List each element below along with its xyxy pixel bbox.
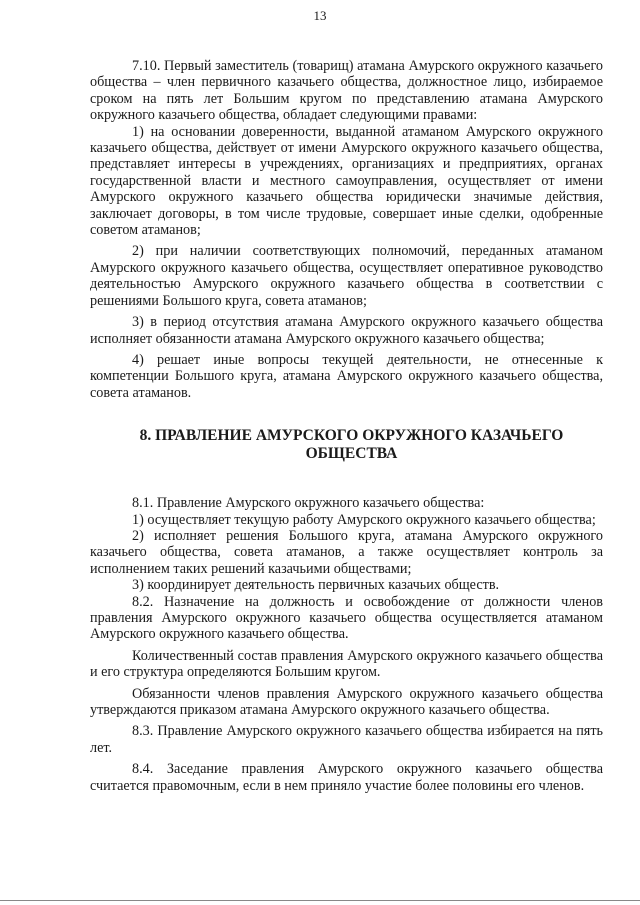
- paragraph-7-10: 7.10. Первый заместитель (товарищ) атамана Амурского окружного казачьего общества – член первичного казачьего общества, должностное лицо, избираемое сроком на пять лет Большим кругом по представлению атамана Амурского окружного казачьего общества, обладает следующими правами:: [90, 58, 603, 124]
- page-number: 13: [313, 8, 327, 23]
- document-body: [90, 58, 603, 794]
- section-heading-line-1: 8. ПРАВЛЕНИЕ АМУРСКОГО ОКРУЖНОГО КАЗАЧЬЕГО: [139, 427, 564, 445]
- paragraph-8-4: 8.4. Заседание правления Амурского окружного казачьего общества считается правомочным, если в нем приняло участие более половины его членов.: [90, 761, 603, 794]
- paragraph-8-3: 8.3. Правление Амурского окружного казачьего общества избирается на пять лет.: [90, 723, 603, 756]
- list-item-7-10-3: 3) в период отсутствия атамана Амурского окружного казачьего общества исполняет обязанности атамана Амурского окружного казачьего общества;: [90, 314, 603, 347]
- paragraph-8-2-duties: Обязанности членов правления Амурского окружного казачьего общества утверждаются приказом атамана Амурского окружного казачьего общества.: [90, 685, 603, 718]
- page-bottom-edge: [0, 900, 640, 901]
- list-item-7-10-1: 1) на основании доверенности, выданной атаманом Амурского окружного казачьего общества, действует от имени Амурского окружного казачьего общества, представляет интересы в учреждениях, организациях и предприятиях, органах государственной власти и местного самоуправления, осуществляет от имени Амурского окружного казачьего общества юридически значимые действия, заключает договоры, в том числе трудовые, совершает иные сделки, одобренные советом атаманов;: [90, 123, 603, 239]
- list-item-8-1-2: 2) исполняет решения Большого круга, атамана Амурского окружного казачьего общества, совета атаманов, а также осуществляет контроль за исполнением таких решений казачьими обществами;: [90, 527, 603, 577]
- section-heading-8: [90, 427, 603, 463]
- list-item-8-1-1: 1) осуществляет текущую работу Амурского окружного казачьего общества;: [132, 511, 596, 528]
- section-heading-line-2: ОБЩЕСТВА: [305, 445, 398, 463]
- paragraph-8-2: 8.2. Назначение на должность и освобождение от должности членов правления Амурского окружного казачьего общества осуществляется атаманом Амурского окружного казачьего общества.: [90, 593, 603, 643]
- list-item-7-10-2: 2) при наличии соответствующих полномочий, переданных атаманом Амурского окружного казачьего общества, осуществляет оперативное руководство деятельностью Амурского окружного казачьего общества в соответствии с решениями Большого круга, совета атаманов;: [90, 243, 603, 309]
- paragraph-8-1: 8.1. Правление Амурского окружного казачьего общества:: [132, 495, 485, 512]
- list-item-7-10-4: 4) решает иные вопросы текущей деятельности, не отнесенные к компетенции Большого круга, атамана Амурского окружного казачьего общества, совета атаманов.: [90, 351, 603, 401]
- list-item-8-1-3: 3) координирует деятельность первичных казачьих обществ.: [132, 577, 500, 594]
- paragraph-8-2-composition: Количественный состав правления Амурского окружного казачьего общества и его структура определяются Большим кругом.: [90, 647, 603, 681]
